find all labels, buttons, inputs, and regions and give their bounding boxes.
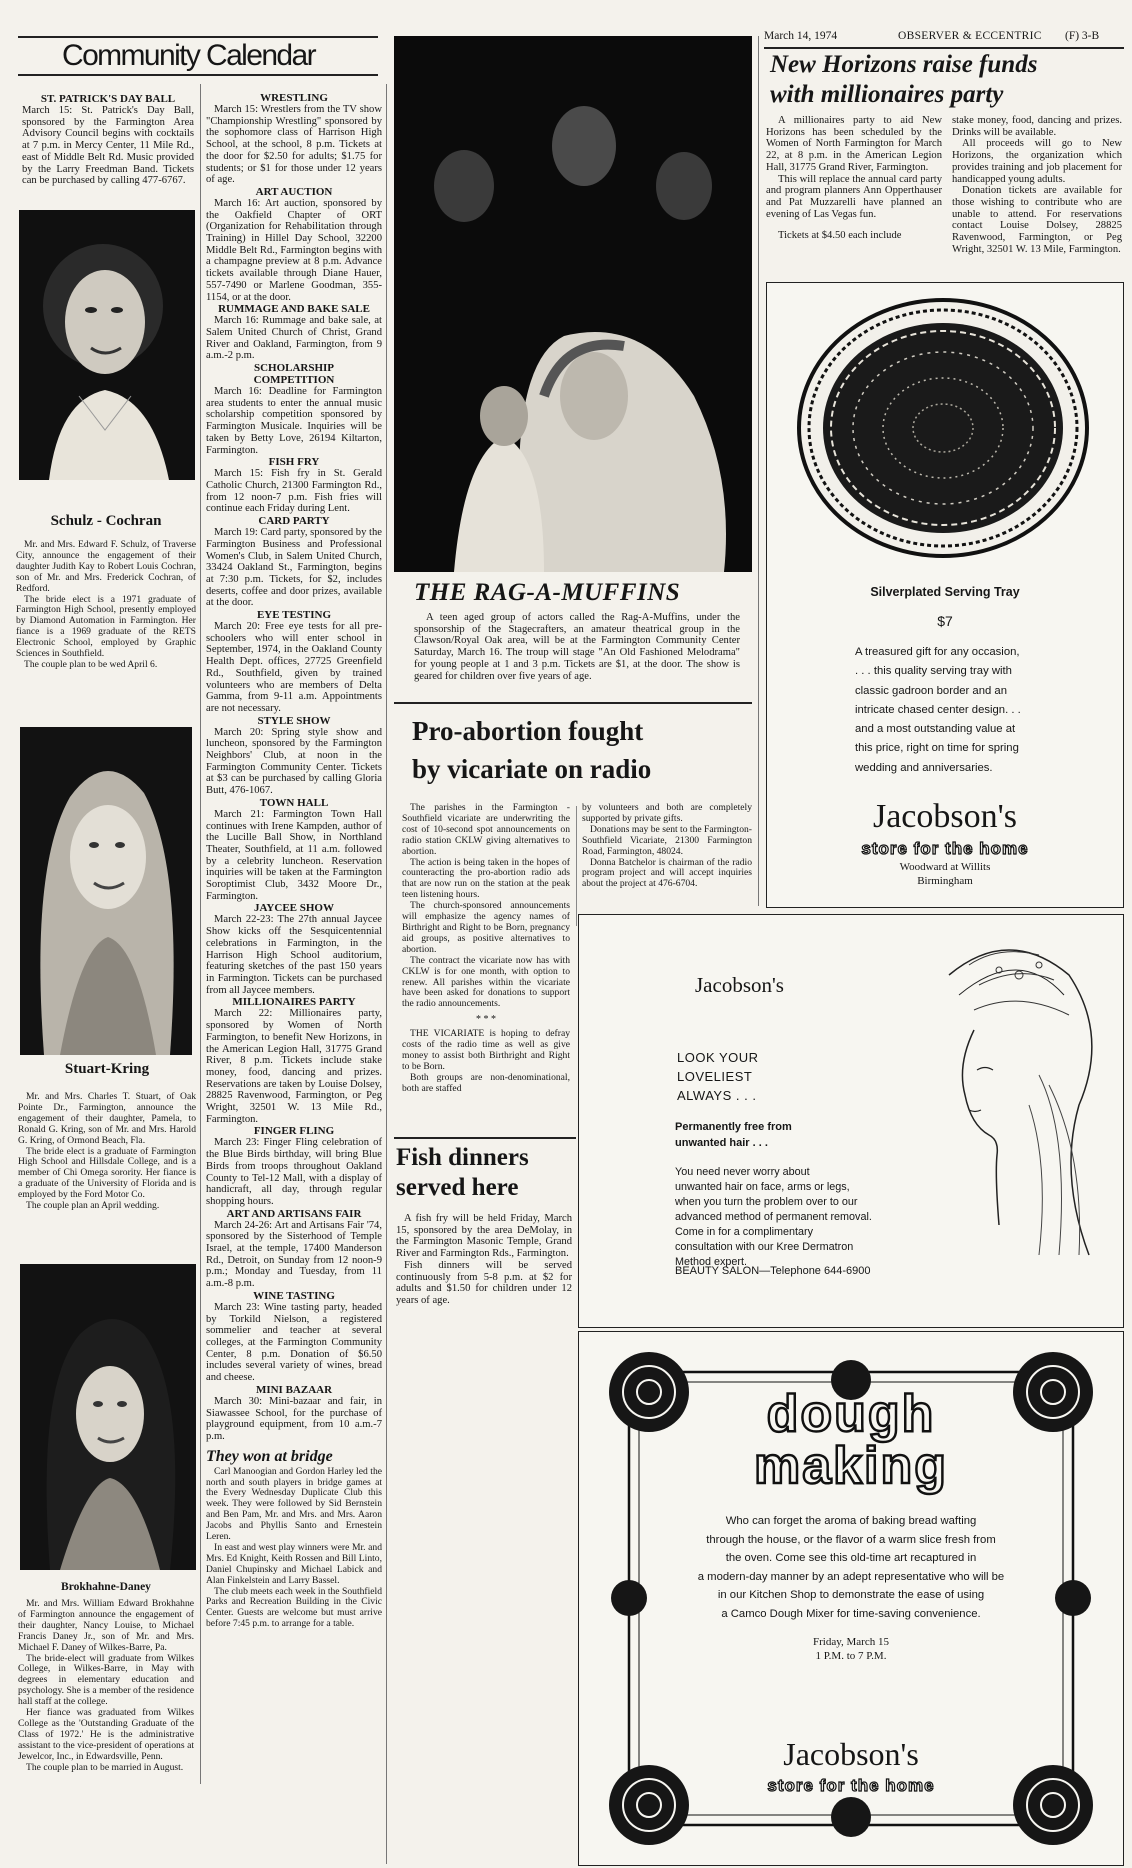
dough-ad-time: 1 P.M. to 7 P.M. [815, 1650, 887, 1662]
abortion-separator: * * * [476, 1014, 496, 1026]
bridge-p2: In east and west play winners were Mr. and Mrs. Ed Knight, Keith Rossen and Bill Linto, Daniel Chupinsky and Michael Labick and Alan Finkelstein and Larry Bassel. [206, 1541, 382, 1586]
tray-ad [766, 282, 1124, 908]
event-text: March 16: Art auction, sponsored by the Oakfield Chapter of ORT (Organization for Rehabilitation through Training) in Hillel Day School, 32200 Middle Belt Rd., Farmington begins with a champagne preview at 8 p.m. Advance tickets available through Diane Hauer, 557-7490 or Marlene Goodman, 355-1154, or at the door. [206, 197, 382, 303]
fish-title [396, 1143, 572, 1203]
event-text: March 20: Free eye tests for all pre-schoolers who will enter school in September, 1974, in the Oakland County Health Dept. offices, 27725 Greenfield Rd., Southfield, given by trained volunteers who are members of Delta Gamma, from 9-11 a.m. Appointments are not necessary. [206, 621, 382, 714]
horizons-col2 [952, 115, 1122, 255]
bridge-p3: The club meets each week in the Southfield Parks and Recreation Building in the Civic Center. Guests are welcome but must arrive before 7:45 p.m. to arrange for a table. [206, 1585, 382, 1630]
tray-ad-address2: Birmingham [917, 875, 973, 887]
tray-ad-address1: Woodward at Willits [899, 861, 991, 873]
events-column [206, 92, 382, 1630]
brokhahne-p3: Her fiance was graduated from Wilkes College as the 'Outstanding Graduate of the Class of 1972.' He is the administrative assistant to the vice-president of operations at Jewelcor, Inc., in Edwardsville, Penn. [18, 1707, 194, 1762]
horizons-p3: Tickets at $4.50 each include [778, 230, 902, 242]
ragamuffins-image [394, 36, 752, 572]
salon-ad-line: LOOK YOUR [677, 1050, 759, 1065]
abortion-title-line2: by vicariate on radio [412, 754, 652, 784]
stpatricks-text: March 15: St. Patrick's Day Ball, sponsored by the Farmington Area Advisory Council begins with cocktails at 7 p.m. in Mercy Center, 11 Mile Rd., east of Middle Belt Rd. Music provided by the Larry Freedman Band. Tickets can be purchased by calling 477-6767. [22, 105, 194, 187]
event-item [206, 362, 382, 456]
abortion-p2: The action is being taken in the hopes of counteracting the pro-abortion radio ads that are now run on the station at the peak teen listening hours. [402, 856, 570, 901]
dough-ad-line: Who can forget the aroma of baking bread wafting [725, 1515, 977, 1527]
dough-ad-line: in our Kitchen Shop to demonstrate the ease of using [717, 1589, 985, 1601]
salon-ad-phone: BEAUTY SALON—Telephone 644-6900 [675, 1265, 871, 1277]
fish-p2: Fish dinners will be served continuously from 5-8 p.m. at $2 for adults and $1.50 for children under 12 years of age. [396, 1259, 572, 1306]
salon-ad-headline [677, 1048, 759, 1105]
event-head: STYLE SHOW [257, 714, 331, 727]
woman-illustration [879, 935, 1109, 1265]
bridge-story [206, 1447, 382, 1631]
schulz-p1: Mr. and Mrs. Edward F. Schulz, of Traverse City, announce the engagement of their daughter Judith Kay to Robert Louis Cochran, son of Mr. and Mrs. Frederick Cochran, of Redford. [16, 539, 196, 594]
ragamuffins-title: THE RAG-A-MUFFINS [414, 579, 681, 606]
stuart-title: Stuart-Kring [64, 1061, 150, 1077]
salon-ad-bodyline: consultation with our Kree Dermatron [675, 1241, 854, 1253]
event-head: FINGER FLING [253, 1125, 335, 1138]
tray-ad-line: and a most outstanding value at [855, 723, 1016, 736]
event-text: March 23: Finger Fling celebration of the Blue Birds birthday, will bring Blue Birds from troops throughout Oakland County to Tel-12 Mall, with a display of handicraft, all day, through regular shopping hours. [206, 1137, 382, 1207]
brokhahne-photo [20, 1264, 196, 1570]
event-item [206, 1384, 382, 1443]
schulz-p2: The bride elect is a 1971 graduate of Farmington High School, presently employed by Diamond Automation in Farmington. Her fiance is a 1969 graduate of the RETS Electronic School, employed by Graphic Sciences in Southfield. [16, 593, 196, 660]
portrait-image [20, 727, 192, 1055]
dough-ad-title-line1: dough [766, 1385, 936, 1443]
abortion-p6: Both groups are non-denominational, both are staffed [402, 1071, 570, 1094]
dough-ad-date: Friday, March 15 [813, 1636, 889, 1648]
stpatricks-head: ST. PATRICK'S DAY BALL [40, 93, 176, 105]
event-text: March 16: Deadline for Farmington area students to enter the annual music scholarship competition sponsored by Farmington Musicale. Inquiries will be taken by Betty Love, 26194 Kiltarton, Farmington. [206, 386, 382, 456]
brokhahne-p2: The bride-elect will graduate from Wilkes College, in Wilkes-Barre, in May with degrees in elementary education and psychology. She is a member of the residence hall staff at the college. [18, 1652, 194, 1708]
tray-ad-copy [855, 643, 1115, 778]
horizons-p5: All proceeds will go to New Horizons, the organization which provides training and job placement for handicapped young adults. [952, 138, 1122, 185]
event-text: March 24-26: Art and Artisans Fair '74, sponsored by the Sisterhood of Temple Israel, at the temple, 17400 Manderson Rd., Detroit, on Sunday from 12 noon-9 p.m.; Monday and Tuesday, from 11 a.m.-8 p.m. [206, 1219, 382, 1290]
schulz-photo [19, 210, 195, 480]
abortion-headline [412, 712, 752, 788]
event-item [206, 715, 382, 797]
horizons-col1 [766, 115, 942, 242]
tray-ad-tagline: store for the home [861, 839, 1029, 858]
event-head: ART AUCTION [255, 185, 333, 198]
stuart-p3: The couple plan an April wedding. [26, 1200, 160, 1212]
event-item [206, 797, 382, 903]
schulz-title: Schulz - Cochran [50, 513, 162, 529]
abortion-p3: The church-sponsored announcements will emphasize the agency names of Birthright and Right to be Born, pregnancy aid groups, as positive alternatives to abortion. [402, 900, 570, 955]
portrait-image [19, 210, 195, 480]
salon-ad [578, 914, 1124, 1328]
event-head: TOWN HALL [259, 796, 329, 809]
tray-ad-price: $7 [937, 613, 953, 629]
abortion-p7: by volunteers and both are completely supported by private gifts. [582, 802, 752, 824]
event-head: EYE TESTING [256, 609, 332, 622]
ragamuffins-text: A teen aged group of actors called the Rag-A-Muffins, under the sponsorship of the Stagecrafters, an amateur theatrical group in the Clawson/Royal Oak area, will be at the Farmington Community Center Saturday, March 16. The troup will stage "An Old Fashioned Melodrama" for young people at 1 and 3 p.m. Tickets are $1, at the door. The show is geared for children over five years of age. [414, 612, 740, 682]
dough-ad-line: through the house, or the flavor of a warm slice fresh from [706, 1533, 996, 1546]
stpatricks-item [22, 93, 194, 187]
horizons-title-line1: New Horizons raise funds [770, 51, 1038, 78]
fish-story [396, 1143, 572, 1307]
brokhahne-announcement [18, 1581, 194, 1774]
event-text: March 23: Wine tasting party, headed by Torkild Nielson, a registered sommelier and teacher at several colleges, at the Farmington Community Center, 8 p.m. Donation of $6.50 includes several variety of wines, bread and cheese. [206, 1301, 382, 1384]
salon-ad-bodyline: when you turn the problem over to our [675, 1196, 858, 1208]
tray-ad-line: intricate chased center design. . . [855, 703, 1021, 716]
stuart-announcement [18, 1060, 196, 1212]
community-calendar-title: Community Calendar [62, 39, 315, 72]
event-head: JAYCEE SHOW [254, 902, 334, 915]
serving-tray-image [793, 293, 1093, 563]
event-head: WINE TASTING [253, 1289, 335, 1302]
event-item [206, 92, 382, 186]
horizons-title-line2: with millionaires party [770, 81, 1004, 108]
dough-ad-line: a modern-day manner by an adept representative who will be [697, 1570, 1005, 1583]
schulz-announcement [16, 512, 196, 671]
event-head: WRESTLING [260, 92, 328, 104]
abortion-p9: Donna Batchelor is chairman of the radio program project and will accept inquiries about the project at 476-6704. [582, 856, 752, 890]
abortion-p5: THE VICARIATE is hoping to defray costs of the radio time as well as give money to assist both Birthright and Right to be Born. [402, 1028, 570, 1072]
abortion-col2 [582, 803, 752, 890]
header-date: March 14, 1974 [764, 30, 838, 42]
dough-ad-brand: Jacobson's [783, 1736, 919, 1772]
event-text: March 19: Card party, sponsored by the Farmington Business and Professional Women's Club, in Salem United Church, 33424 Oakland St., Farmington, begins at 7:30 p.m. Tickets, for $2, includes deserts, coffee and door prizes, available at the door. [206, 527, 382, 609]
abortion-title-line1: Pro-abortion fought [412, 716, 644, 746]
event-item [206, 186, 382, 303]
fish-title-line1: Fish dinners [396, 1144, 529, 1171]
horizons-p1: A millionaires party to aid New Horizons has been scheduled by the Women of North Farmington for March 22, at 8 p.m. in the American Legion Hall, 31775 Grand River, Farmington. [766, 115, 942, 173]
event-head: SCHOLARSHIP COMPETITION [253, 362, 335, 387]
event-head: MILLIONAIRES PARTY [232, 996, 356, 1009]
tray-ad-line: A treasured gift for any occasion, [855, 646, 1020, 658]
event-item [206, 456, 382, 515]
ragamuffins-story [414, 578, 740, 682]
dough-ad-line: a Camco Dough Mixer for time-saving convenience. [721, 1607, 981, 1620]
event-text: March 21: Farmington Town Hall continues with Irene Kampden, author of the Lucille Ball Show, in Northland Theater, Southfield, at 11 a.m. followed by a celebrity luncheon. Reservation inquiries will be taken at the Farmington Soroptimist Club, 3432 Moore Dr., Farmington. [206, 808, 382, 902]
event-head: RUMMAGE AND BAKE SALE [218, 303, 370, 316]
abortion-p8: Donations may be sent to the Farmington-Southfield Vicariate, 21300 Farmington Road, Farmington, 48024. [582, 823, 753, 857]
salon-ad-body [675, 1165, 872, 1270]
salon-ad-line: ALWAYS . . . [677, 1088, 757, 1103]
bridge-title: They won at bridge [206, 1447, 333, 1465]
event-item [206, 303, 382, 362]
salon-ad-bodyline: unwanted hair on face, arms or legs, [675, 1181, 850, 1193]
event-text: March 15: Wrestlers from the TV show "Championship Wrestling" sponsored by the sophomore class of Harrison High School, at the school, 8 p.m. Tickets at the door for $2.50 for adults; $1.75 for students; or $1 for those under 12 years of age. [206, 104, 382, 186]
abortion-p1: The parishes in the Farmington - Southfield vicariate are underwriting the cost of 10-second spot announcements on radio station CKLW giving alternatives to abortion. [402, 802, 570, 857]
salon-ad-line: LOVELIEST [677, 1069, 753, 1084]
event-head: MINI BAZAAR [255, 1383, 333, 1396]
salon-ad-sub [675, 1119, 792, 1151]
tray-ad-line: classic gadroon border and an [855, 684, 1007, 697]
page-header [764, 30, 1124, 46]
event-head: FISH FRY [268, 456, 320, 469]
event-head: ART AND ARTISANS FAIR [226, 1207, 362, 1220]
tray-ad-brand: Jacobson's [872, 798, 1017, 835]
tray-ad-line: this price, right on time for spring [855, 742, 1019, 755]
event-text: March 22-23: The 27th annual Jaycee Show kicks off the Sesquicentennial celebrations in Farmington, in the Harrison High School auditorium, featuring sketches of the past 150 years in Farmington. Tickets can be purchased from all Jaycee members. [206, 914, 382, 996]
bridge-p1: Carl Manoogian and Gordon Harley led the north and south players in bridge games at the Every Wednesday Duplicate Club this week. They were followed by Sid Bernstein and Ben Pam, Mr. and Mrs. and Mrs. Aaron Jacobs and Phyllis Santo and Ernestein Leren. [206, 1465, 382, 1543]
brokhahne-p4: The couple plan to be married in August. [26, 1761, 184, 1773]
tray-ad-line: wedding and anniversaries. [855, 761, 993, 774]
event-item [206, 1290, 382, 1384]
event-text: March 22: Millionaires party, sponsored by Women of North Farmington, to benefit New Horizons, in the American Legion Hall, 31775 Grand River, 8 p.m. Tickets include stake money, food, dancing and prizes. Reservations are taken by Louise Dolsey, 28825 Ravenwood, Farmington, or Peg Wright, 32501 W. 13 Mile Rd., Farmington. [206, 1008, 382, 1125]
fish-p1: A fish fry will be held Friday, March 15, sponsored by the area DeMolay, in the Farmington Masonic Temple, Grand River and Farmington Rds., Farmington. [396, 1213, 572, 1260]
horizons-p4: stake money, food, dancing and prizes. Drinks will be available. [952, 115, 1122, 138]
event-head: CARD PARTY [258, 515, 330, 528]
dough-ad [578, 1331, 1124, 1866]
salon-ad-bodyline: You need never worry about [675, 1166, 810, 1178]
stuart-photo [20, 727, 192, 1055]
horizons-p6: Donation tickets are available for those wishing to contribute who are unable to attend. For reservations contact Louise Dolsey, 28825 Ravenwood, Farmington, or Peg Wright, 32501 W. 13 Mile, Farmington. [952, 185, 1122, 255]
fish-title-line2: served here [396, 1174, 519, 1201]
salon-ad-subline: unwanted hair . . . [675, 1137, 768, 1149]
dough-ad-title [579, 1385, 1123, 1495]
event-text: March 16: Rummage and bake sale, at Salem United Church of Christ, Grand River and Oakland, Farmington, from 9 a.m.-2 p.m. [206, 315, 382, 362]
ragamuffins-photo [394, 36, 752, 572]
dough-ad-copy [579, 1512, 1123, 1623]
portrait-image [20, 1264, 196, 1570]
event-text: March 20: Spring style show and luncheon, sponsored by the Farmington Neighbors' Club, at noon in the Farmington Community Center. Tickets at $3 can be purchased by calling Gloria Butt, 476-1067. [206, 726, 382, 797]
header-paper: OBSERVER & ECCENTRIC [898, 30, 1042, 42]
salon-ad-brand: Jacobson's [695, 973, 784, 997]
salon-ad-bodyline: Come in for a complimentary [675, 1226, 814, 1238]
event-text: March 30: Mini-bazaar and fair, in Siawassee School, for the purchase of playground equipment, from 10 a.m.-7 p.m. [206, 1395, 382, 1442]
event-item [206, 1208, 382, 1290]
salon-ad-bodyline: advanced method of permanent removal. [675, 1211, 872, 1223]
event-item [206, 609, 382, 715]
tray-ad-title: Silverplated Serving Tray [870, 585, 1020, 599]
dough-ad-line: the oven. Come see this old-time art recaptured in [725, 1552, 977, 1564]
salon-ad-subline: Permanently free from [675, 1121, 792, 1133]
stuart-p1: Mr. and Mrs. Charles T. Stuart, of Oak Pointe Dr., Farmington, announce the engagement of their daughter, Pamela, to Ronald G. Kring, son of Mr. and Mrs. Harold G. Kring, of Ormond Beach, Fla. [18, 1091, 196, 1146]
abortion-col1 [402, 803, 570, 1095]
horizons-p2: This will replace the annual card party and program planners Ann Opperthauser and Pat Muzzarelli have planned an evening of Las Vegas fun. [766, 173, 942, 220]
stuart-p2: The bride elect is a graduate of Farmington High School and Hillsdale College, and is a member of Chi Omega sorority. Her fiance is a graduate of the University of Florida and is employed by the Ford Motor Co. [18, 1145, 196, 1201]
horizons-headline [770, 50, 1120, 110]
brokhahne-title: Brokhahne-Daney [61, 1581, 151, 1593]
event-item [206, 996, 382, 1125]
schulz-p3: The couple plan to be wed April 6. [24, 658, 158, 670]
event-item [206, 515, 382, 609]
event-item [206, 1125, 382, 1207]
dough-ad-tagline: store for the home [767, 1776, 935, 1795]
salon-ad-bodyline: Method expert. [675, 1256, 748, 1268]
event-text: March 15: Fish fry in St. Gerald Catholic Church, 21300 Farmington Rd., from 12 noon-7 p.m. Fish fries will continue each Friday during Lent. [206, 468, 382, 515]
abortion-p4: The contract the vicariate now has with CKLW is for one month, with option to renew. All parishes within the vicariate have been asked for donations to support the radio announcements. [402, 954, 570, 1010]
brokhahne-p1: Mr. and Mrs. William Edward Brokhahne of Farmington announce the engagement of their daughter, Nancy Louise, to Michael Francis Daney Jr., son of Mr. and Mrs. Michael F. Daney of Wilkes-Barre, Pa. [18, 1598, 194, 1653]
event-item [206, 902, 382, 996]
header-page: (F) 3-B [1065, 30, 1100, 42]
dough-ad-title-line2: making [753, 1437, 949, 1495]
tray-ad-line: . . . this quality serving tray with [855, 665, 1012, 678]
